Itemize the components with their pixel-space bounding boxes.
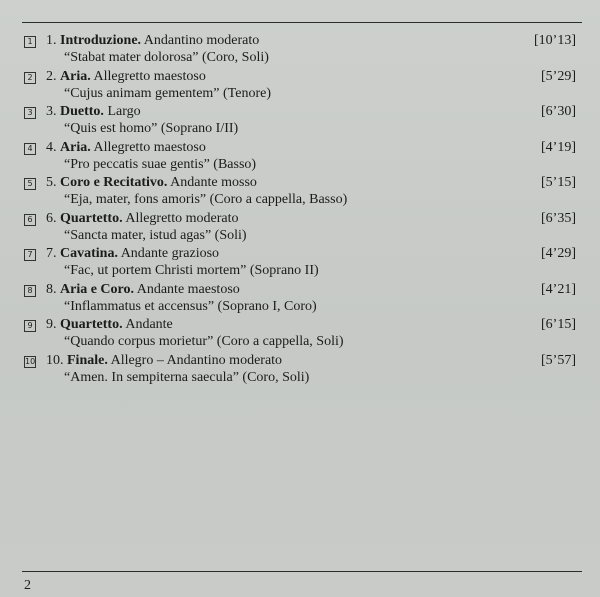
track-item [0, 104, 600, 140]
track-number: 7. [46, 246, 57, 261]
track-number-box: 10 [25, 356, 36, 366]
track-list [0, 33, 600, 388]
track-text-line [64, 121, 238, 137]
track-item [0, 353, 600, 389]
track-duration: [6’35] [541, 210, 576, 226]
latin-incipit: “Fac, ut portem Christi mortem” [64, 263, 247, 278]
top-rule [22, 22, 582, 23]
track-text-line [64, 334, 344, 350]
track-item [0, 69, 600, 105]
track-number-box: 7 [24, 249, 36, 261]
tempo-marking: Andante mosso [170, 175, 257, 190]
track-heading [46, 140, 206, 156]
voices: (Basso) [213, 156, 257, 172]
track-text-line [64, 299, 317, 315]
voices: (Coro a cappella, Basso) [209, 192, 348, 207]
movement-title: Cavatina. [60, 246, 118, 261]
track-duration: [5’15] [541, 175, 576, 190]
voices: (Coro a cappella, Soli) [216, 334, 344, 349]
track-number: 9. [46, 317, 57, 332]
track-number-box: 8 [24, 285, 36, 297]
track-duration: [5’29] [541, 68, 576, 84]
track-number: 1. [46, 33, 57, 48]
track-duration: [5’57] [541, 352, 576, 368]
track-number-box: 6 [24, 214, 36, 226]
track-duration: [6’30] [541, 104, 576, 119]
voices: (Soprano I/II) [160, 121, 239, 136]
track-heading [46, 211, 238, 227]
voices: (Soli) [214, 227, 247, 243]
track-item [0, 282, 600, 318]
voices: (Coro, Soli) [242, 369, 310, 385]
latin-incipit: “Amen. In sempiterna saecula” [64, 369, 239, 385]
tempo-marking: Allegretto moderato [125, 210, 239, 226]
track-number: 2. [46, 68, 57, 84]
movement-title: Duetto. [60, 104, 104, 119]
tempo-marking: Andante grazioso [120, 246, 220, 261]
voices: (Soprano II) [249, 263, 319, 278]
track-item [0, 140, 600, 176]
track-number-box: 1 [24, 36, 36, 48]
track-number: 8. [46, 281, 57, 297]
voices: (Coro, Soli) [202, 50, 269, 65]
track-text-line [64, 50, 269, 66]
latin-incipit: “Pro peccatis suae gentis” [64, 156, 210, 172]
tempo-marking: Andante maestoso [136, 281, 240, 297]
track-item [0, 211, 600, 247]
movement-title: Quartetto. [60, 210, 123, 226]
track-item [0, 33, 600, 69]
latin-incipit: “Eja, mater, fons amoris” [64, 192, 207, 207]
track-duration: [10’13] [534, 33, 576, 48]
track-text-line [64, 192, 347, 208]
track-heading [46, 317, 173, 333]
movement-title: Aria e Coro. [60, 281, 134, 297]
track-heading [46, 246, 219, 262]
track-heading [46, 104, 141, 120]
track-heading [46, 353, 282, 369]
track-heading [46, 33, 259, 49]
track-number-box: 9 [24, 320, 36, 332]
track-heading [46, 175, 257, 191]
track-duration: [4’29] [541, 246, 576, 261]
track-number-box: 4 [24, 143, 36, 155]
track-duration: [6’15] [541, 317, 576, 332]
latin-incipit: “Stabat mater dolorosa” [64, 50, 199, 65]
track-duration: [4’19] [541, 139, 576, 155]
tempo-marking: Allegretto maestoso [93, 68, 206, 84]
tempo-marking: Andantino moderato [143, 33, 260, 48]
movement-title: Finale. [67, 352, 108, 368]
voices: (Soprano I, Coro) [217, 298, 317, 314]
track-item [0, 175, 600, 211]
track-text-line [64, 370, 309, 386]
page-number: 2 [24, 578, 31, 593]
movement-title: Aria. [60, 139, 91, 155]
tempo-marking: Andante [125, 317, 173, 332]
track-duration: [4’21] [541, 281, 576, 297]
movement-title: Introduzione. [60, 33, 142, 48]
latin-incipit: “Quando corpus morietur” [64, 334, 214, 349]
tempo-marking: Allegro – Andantino moderato [110, 352, 283, 368]
track-number-box: 3 [24, 107, 36, 119]
track-number: 10. [46, 352, 64, 368]
track-number-box: 5 [24, 178, 36, 190]
track-number: 5. [46, 175, 57, 190]
bottom-rule [22, 571, 582, 572]
track-text-line [64, 228, 247, 244]
latin-incipit: “Inflammatus et accensus” [64, 298, 215, 314]
latin-incipit: “Quis est homo” [64, 121, 158, 136]
tempo-marking: Allegretto maestoso [93, 139, 206, 155]
track-number-box: 2 [24, 72, 36, 84]
movement-title: Quartetto. [60, 317, 123, 332]
track-number: 3. [46, 104, 57, 119]
track-heading [46, 69, 206, 85]
latin-incipit: “Cujus animam gementem” [64, 85, 220, 101]
track-heading [46, 282, 240, 298]
track-number: 6. [46, 210, 57, 226]
track-number: 4. [46, 139, 57, 155]
track-text-line [64, 263, 319, 279]
voices: (Tenore) [223, 85, 272, 101]
track-item [0, 246, 600, 282]
movement-title: Coro e Recitativo. [60, 175, 168, 190]
tempo-marking: Largo [107, 104, 141, 119]
track-text-line [64, 86, 271, 102]
latin-incipit: “Sancta mater, istud agas” [64, 227, 212, 243]
track-item [0, 317, 600, 353]
movement-title: Aria. [60, 68, 91, 84]
track-text-line [64, 157, 256, 173]
